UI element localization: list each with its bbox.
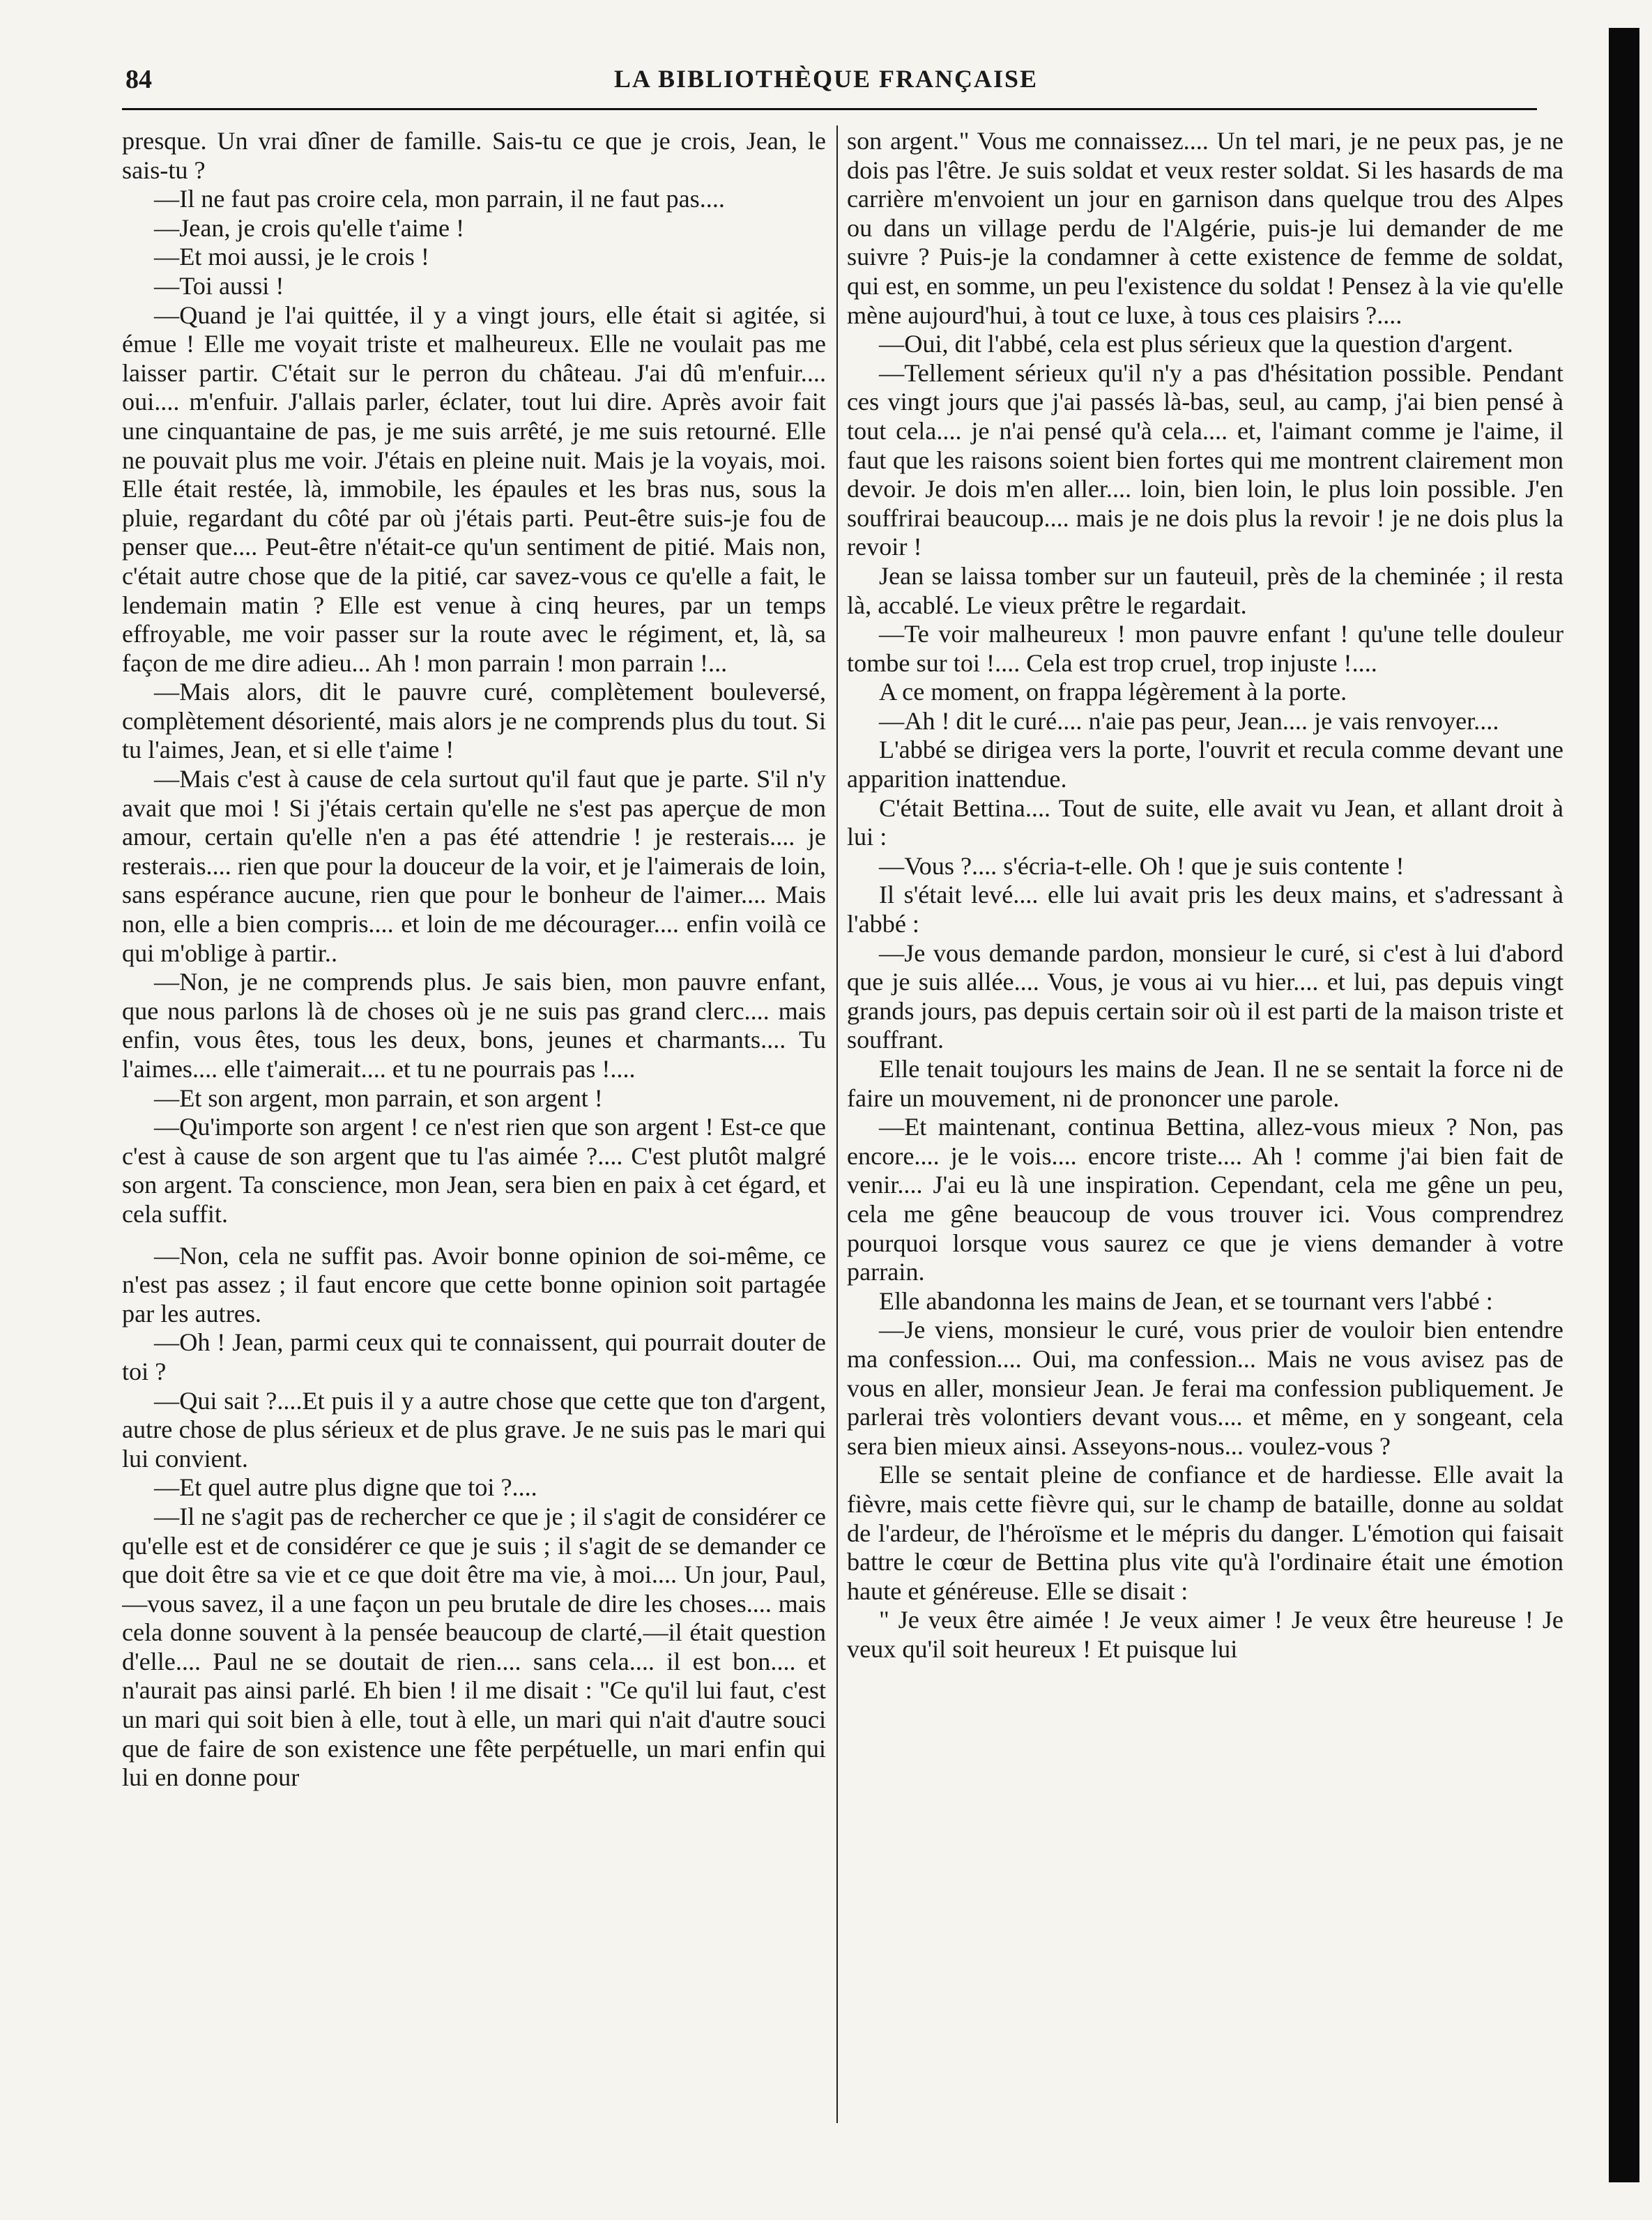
right-column xyxy=(847,127,1563,2128)
paragraph: Il s'était levé.... elle lui avait pris les deux mains, et s'adressant à l'abbé : xyxy=(847,881,1563,938)
paragraph: —Je vous demande pardon, monsieur le curé, si c'est à lui d'abord que je suis allée.... Vous, je vous ai vu hier.... et lui, pas depuis vingt grands jours, pas depuis certain soir où il est parti de la maison triste et souffrant. xyxy=(847,938,1563,1054)
paragraph: —Toi aussi ! xyxy=(154,271,284,300)
paragraph: presque. Un vrai dîner de famille. Sais-tu ce que je crois, Jean, le sais-tu ? xyxy=(122,127,826,184)
page-edge-shadow xyxy=(1609,28,1639,2182)
paragraph: —Et maintenant, continua Bettina, allez-vous mieux ? Non, pas encore.... je le vois.... encore triste.... Ah ! comme j'ai bien fait de venir.... J'ai eu là une inspiration. Cependant, cela me gêne un peu, cela me gêne beaucoup de vous trouver ici. Vous comprendrez pourquoi lorsque vous saurez ce que je viens demander à votre parrain. xyxy=(847,1113,1563,1286)
paragraph: —Il ne s'agit pas de rechercher ce que je ; il s'agit de considérer ce qu'elle est et de considérer ce que je suis ; il s'agit de se demander ce que doit être sa vie et ce que doit être ma vie, à moi.... Un jour, Paul, —vous savez, il a une façon un peu brutale de dire les choses.... mais cela donne souvent à la pensée beaucoup de clarté,—il était question d'elle.... Paul ne se doutait de rien.... sans cela.... il est bon.... et n'aurait pas ainsi parlé. Eh bien ! il me disait : "Ce qu'il lui faut, c'est un mari qui soit bien à elle, tout à elle, un mari qui n'ait d'autre souci que de faire de son existence une fête perpétuelle, un mari enfin qui lui en donne pour xyxy=(122,1502,826,1792)
paragraph: —Te voir malheureux ! mon pauvre enfant ! qu'une telle douleur tombe sur toi !.... Cela est trop cruel, trop injuste !.... xyxy=(847,620,1563,677)
paragraph: Elle se sentait pleine de confiance et de hardiesse. Elle avait la fièvre, mais cette fièvre qui, sur le champ de bataille, donne au soldat de l'ardeur, de l'héroïsme et le mépris du danger. L'émotion qui faisait battre le cœur de Bettina plus vite qu'à l'ordinaire était une émotion haute et généreuse. Elle se disait : xyxy=(847,1461,1563,1605)
paragraph: —Mais c'est à cause de cela surtout qu'il faut que je parte. S'il n'y avait que moi ! Si j'étais certain qu'elle ne s'est pas aperçue de mon amour, certain qu'elle n'en a pas été attendrie ! je resterais.... je resterais.... rien que pour la douceur de la voir, et je l'aimerais de loin, sans espérance aucune, rien que pour le bonheur de l'aimer.... Mais non, elle a bien compris.... et loin de me décourager.... enfin voilà ce qui m'oblige à partir.. xyxy=(122,765,826,967)
paragraph: —Tellement sérieux qu'il n'y a pas d'hésitation possible. Pendant ces vingt jours que j'ai passés là-bas, seul, au camp, j'ai bien pensé à tout cela.... je n'ai pensé qu'à cela.... et, l'aimant comme je l'aime, il faut que les raisons soient bien fortes qui me montrent clairement mon devoir. Je dois m'en aller.... loin, bien loin, le plus loin possible. J'en souffrirai beaucoup.... mais je ne dois plus la revoir ! je ne dois plus la revoir ! xyxy=(847,358,1563,561)
paragraph: A ce moment, on frappa légèrement à la porte. xyxy=(879,678,1347,706)
paragraph: Jean se laissa tomber sur un fauteuil, près de la cheminée ; il resta là, accablé. Le vieux prêtre le regardait. xyxy=(847,561,1563,619)
paragraph: —Jean, je crois qu'elle t'aime ! xyxy=(154,213,465,242)
paragraph: —Ah ! dit le curé.... n'aie pas peur, Jean.... je vais renvoyer.... xyxy=(879,706,1499,735)
column-divider xyxy=(836,126,838,2123)
paragraph: —Oui, dit l'abbé, cela est plus sérieux que la question d'argent. xyxy=(879,330,1513,358)
paragraph: L'abbé se dirigea vers la porte, l'ouvrit et recula comme devant une apparition inattendue. xyxy=(847,736,1563,793)
page-number: 84 xyxy=(125,65,152,94)
paragraph: C'était Bettina.... Tout de suite, elle avait vu Jean, et allant droit à lui : xyxy=(847,793,1563,851)
paragraph: —Non, cela ne suffit pas. Avoir bonne opinion de soi-même, ce n'est pas assez ; il faut encore que cette bonne opinion soit partagée par les autres. xyxy=(122,1241,826,1328)
paragraph-gap xyxy=(122,1229,826,1242)
running-title: LA BIBLIOTHÈQUE FRANÇAISE xyxy=(613,65,1039,93)
header-rule xyxy=(122,108,1537,110)
paragraph: —Et son argent, mon parrain, et son argent ! xyxy=(154,1084,603,1112)
paragraph: —Et moi aussi, je le crois ! xyxy=(154,243,429,271)
paragraph: —Il ne faut pas croire cela, mon parrain, il ne faut pas.... xyxy=(154,185,725,213)
paragraph: " Je veux être aimée ! Je veux aimer ! Je veux être heureuse ! Je veux qu'il soit heureux ! Et puisque lui xyxy=(847,1606,1563,1663)
paragraph: —Qu'importe son argent ! ce n'est rien que son argent ! Est-ce que c'est à cause de son argent que tu l'as aimée ?.... C'est plutôt malgré son argent. Ta conscience, mon Jean, sera bien en paix à cet égard, et cela suffit. xyxy=(122,1113,826,1228)
paragraph: —Vous ?.... s'écria-t-elle. Oh ! que je suis contente ! xyxy=(879,851,1405,880)
paragraph: son argent." Vous me connaissez.... Un tel mari, je ne peux pas, je ne dois pas l'être. Je suis soldat et veux rester soldat. Si les hasards de ma carrière m'envoient un jour en garnison dans quelque trou des Alpes ou dans un village perdu de l'Algérie, puis-je lui demander de me suivre ? Puis-je la condamner à cette existence de femme de soldat, qui est, en somme, un peu l'existence du soldat ! Pensez à la vie qu'elle mène aujourd'hui, à tout ce luxe, à tous ces plaisirs ?.... xyxy=(847,127,1563,329)
paragraph: —Je viens, monsieur le curé, vous prier de vouloir bien entendre ma confession.... Oui, ma confession... Mais ne vous avisez pas de vous en aller, monsieur Jean. Je ferai ma confession publiquement. Je parlerai très volontiers devant vous.... et même, en y songeant, cela sera bien mieux ainsi. Asseyons-nous... voulez-vous ? xyxy=(847,1316,1563,1460)
paragraph: —Quand je l'ai quittée, il y a vingt jours, elle était si agitée, si émue ! Elle me voyait triste et malheureux. Elle ne voulait pas me laisser partir. C'était sur le perron du château. J'ai dû m'enfuir.... oui.... m'enfuir. J'allais parler, éclater, tout lui dire. Après avoir fait une cinquantaine de pas, je me suis arrêté, je me suis retourné. Elle ne pouvait plus me voir. J'étais en pleine nuit. Mais je la voyais, moi. Elle était restée, là, immobile, les épaules et les bras nus, sous la pluie, regardant du côté par où j'étais parti. Peut-être suis-je fou de penser que.... Peut-être n'était-ce qu'un sentiment de pitié. Mais non, c'était autre chose que de la pitié, car savez-vous ce qu'elle a fait, le lendemain matin ? Elle est venue à cinq heures, par un temps effroyable, me voir passer sur la route avec le régiment, et, là, sa façon de me dire adieu... Ah ! mon parrain ! mon parrain !... xyxy=(122,301,826,677)
paragraph: —Et quel autre plus digne que toi ?.... xyxy=(154,1473,537,1502)
paragraph: —Oh ! Jean, parmi ceux qui te connaissent, qui pourrait douter de toi ? xyxy=(122,1328,826,1385)
paragraph: Elle abandonna les mains de Jean, et se tournant vers l'abbé : xyxy=(879,1286,1493,1315)
paragraph: —Mais alors, dit le pauvre curé, complètement bouleversé, complètement désorienté, mais alors je ne comprends plus du tout. Si tu l'aimes, Jean, et si elle t'aime ! xyxy=(122,678,826,764)
paragraph: —Non, je ne comprends plus. Je sais bien, mon pauvre enfant, que nous parlons là de choses où je ne suis pas grand clerc.... mais enfin, vous êtes, tous les deux, bons, jeunes et charmants.... Tu l'aimes.... elle t'aimerait.... et tu ne pourrais pas !.... xyxy=(122,968,826,1083)
left-column xyxy=(122,127,826,2128)
paragraph: Elle tenait toujours les mains de Jean. Il ne se sentait la force ni de faire un mouvement, ni de prononcer une parole. xyxy=(847,1055,1563,1112)
paragraph: —Qui sait ?....Et puis il y a autre chose que cette que ton d'argent, autre chose de plus sérieux et de plus grave. Je ne suis pas le mari qui lui convient. xyxy=(122,1386,826,1473)
